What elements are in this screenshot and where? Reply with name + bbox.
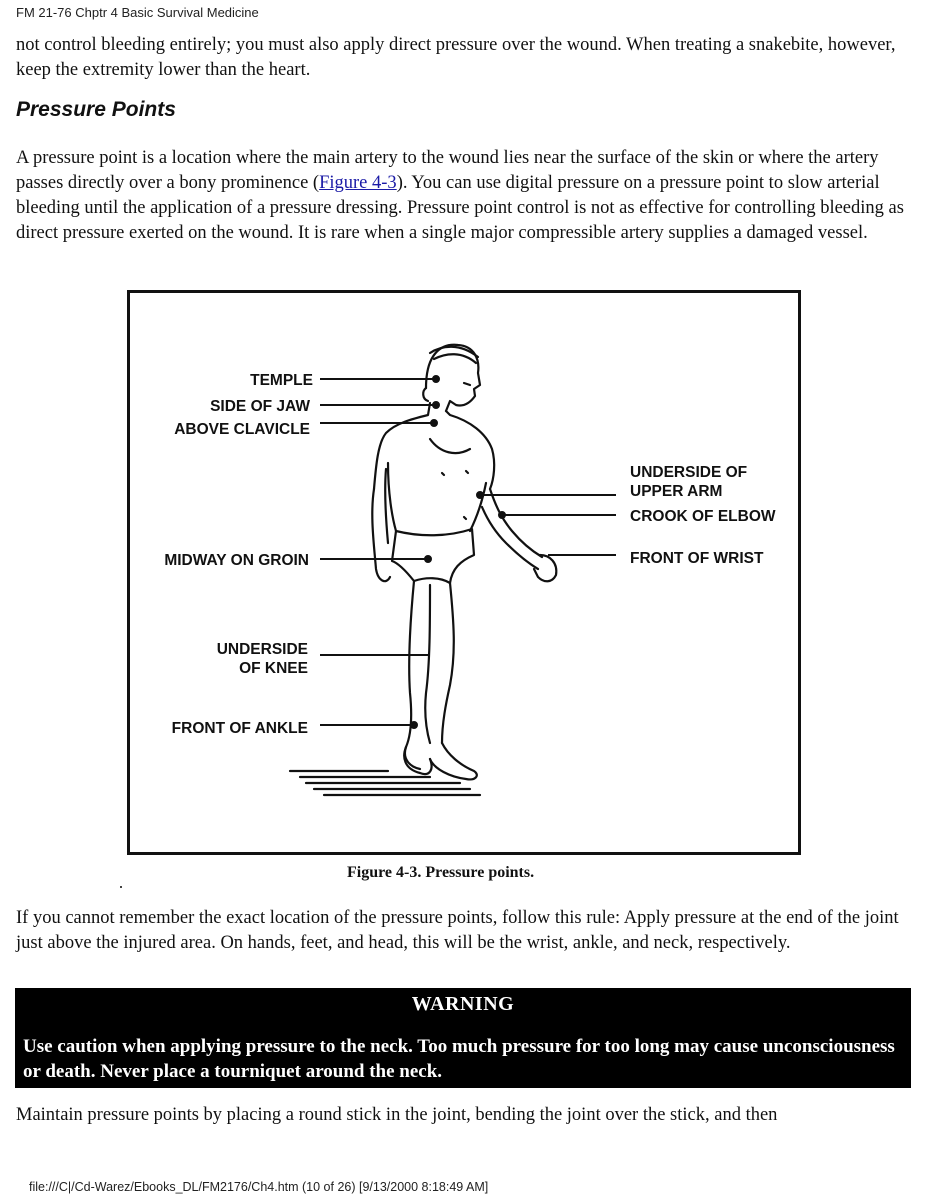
label-front-of-ankle: FRONT OF ANKLE (171, 720, 308, 737)
paragraph-pressure-point (16, 146, 911, 246)
warning-title: WARNING (411, 993, 515, 1015)
page-header: FM 21-76 Chptr 4 Basic Survival Medicine (16, 5, 259, 20)
label-underside-upper-arm-line1: UNDERSIDE OF (630, 464, 748, 481)
human-figure-drawing (290, 345, 556, 795)
paragraph-maintain-pressure: Maintain pressure points by placing a round stick in the joint, bending the joint over the stick, and then (16, 1105, 778, 1125)
label-above-clavicle: ABOVE CLAVICLE (174, 421, 310, 438)
label-crook-of-elbow: CROOK OF ELBOW (630, 508, 776, 525)
label-midway-on-groin: MIDWAY ON GROIN (164, 552, 309, 569)
pressure-points-figure (127, 290, 801, 855)
stray-dot (120, 886, 122, 888)
figure-caption: Figure 4-3. Pressure points. (347, 864, 535, 881)
leader-lines (320, 376, 616, 728)
warning-box (15, 988, 911, 1088)
pressure-points-illustration (130, 293, 798, 852)
paragraph-bleeding: not control bleeding entirely; you must also apply direct pressure over the wound. When treating a snakebite, however, keep the extremity lower than the heart. (16, 35, 896, 80)
paragraph-text-before-link: A pressure point is a location where the main artery to the wound lies near the surface of the skin or where the artery passes directly over a bony prominence ( (16, 148, 879, 193)
page-footer: file:///C|/Cd-Warez/Ebooks_DL/FM2176/Ch4.htm (10 of 26) [9/13/2000 8:18:49 AM] (29, 1180, 489, 1194)
paragraph-text-after-link: ). You can use digital pressure on a pressure point to slow arterial bleeding until the application of a pressure dressing. Pressure point control is not as effective for controlling bleeding as direct pressure exerted on the wound. It is rare when a single major compressible artery supplies a damaged vessel. (16, 173, 904, 243)
label-front-of-wrist: FRONT OF WRIST (630, 550, 764, 567)
warning-body: Use caution when applying pressure to the neck. Too much pressure for too long may cause unconsciousness or death. Never place a tourniquet around the neck. (23, 1036, 895, 1082)
figure-4-3-link[interactable]: Figure 4-3 (319, 173, 397, 193)
label-temple: TEMPLE (250, 372, 313, 389)
paragraph-remember-rule: If you cannot remember the exact location of the pressure points, follow this rule: Apply pressure at the end of the joint just above the injured area. On hands, feet, and head, this will be the wrist, ankle, and neck, respectively. (16, 908, 899, 953)
label-underside-knee-line1: UNDERSIDE (216, 641, 308, 658)
section-heading: Pressure Points (16, 98, 176, 121)
label-underside-upper-arm-line2: UPPER ARM (630, 483, 723, 500)
label-side-of-jaw: SIDE OF JAW (210, 398, 310, 415)
label-underside-knee-line2: OF KNEE (239, 660, 308, 677)
